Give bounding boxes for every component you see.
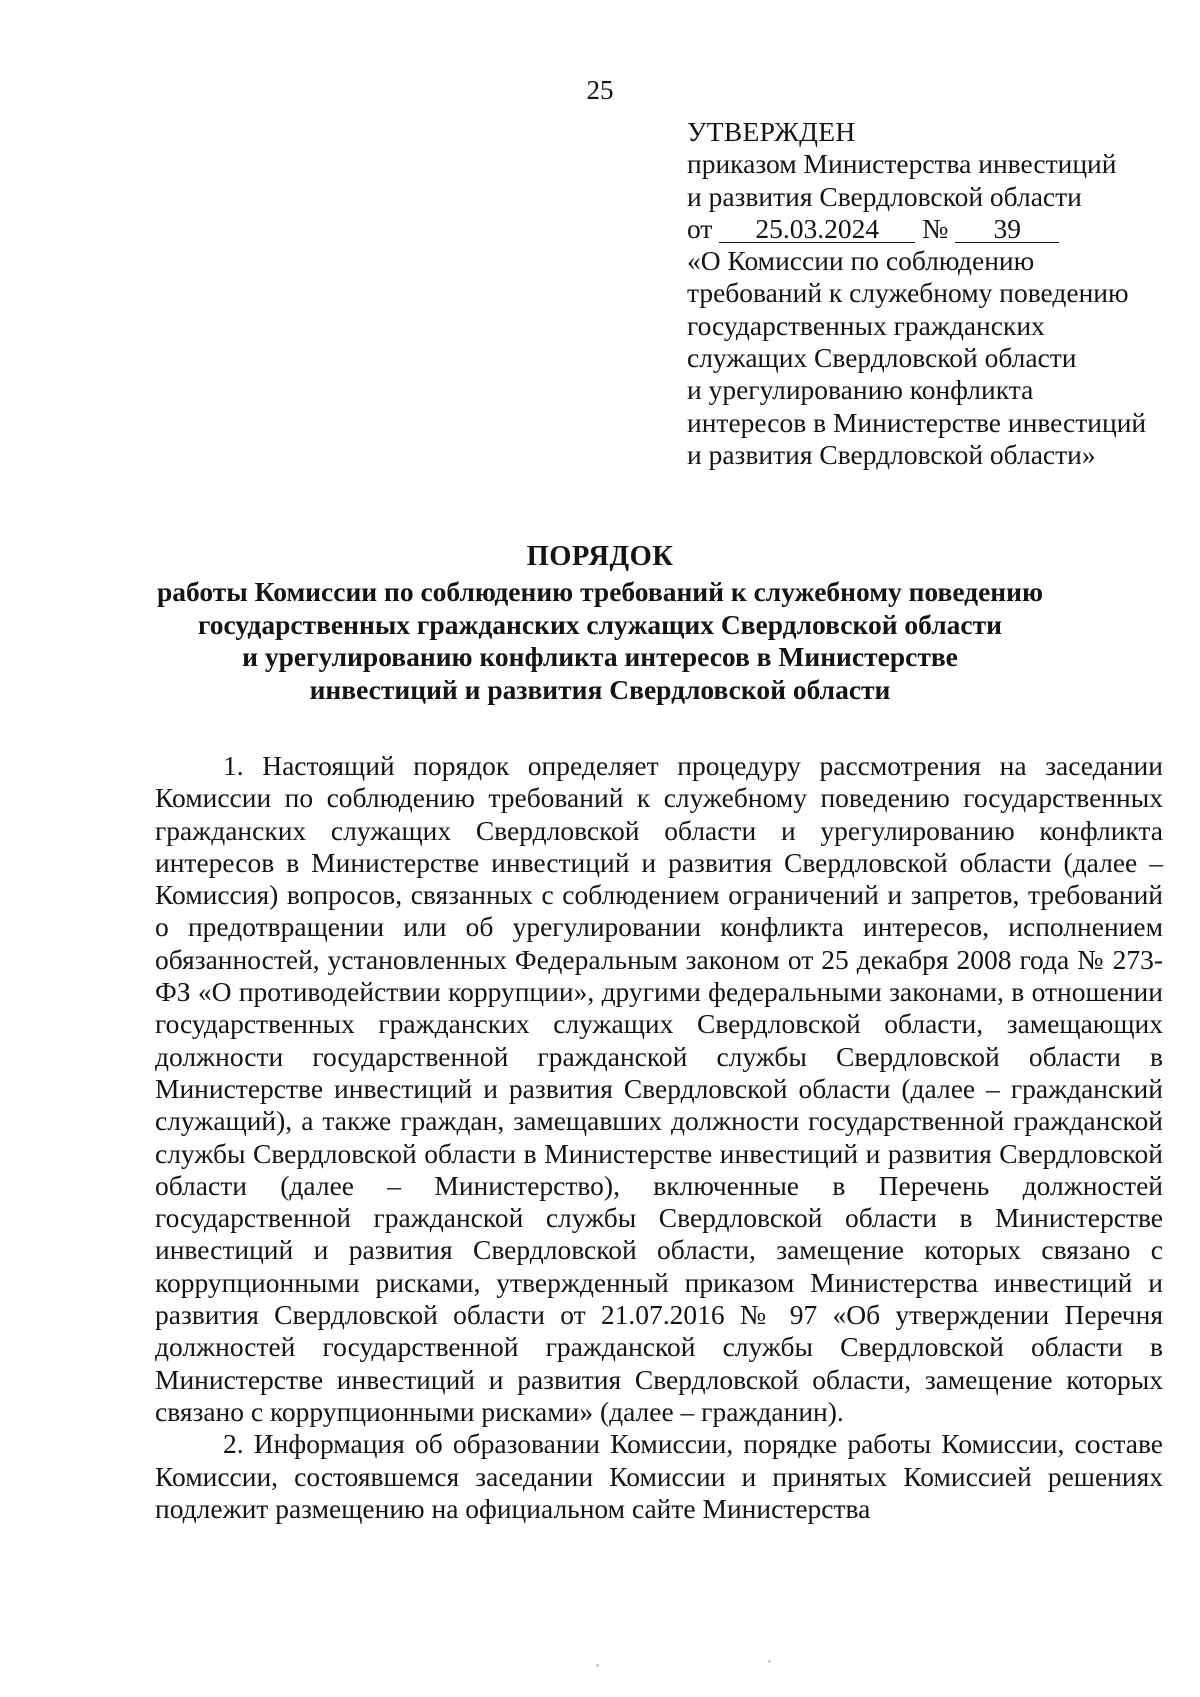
order-title-line: «О Комиссии по соблюдению — [687, 245, 1035, 277]
approval-line-2: и развития Свердловской области — [687, 180, 1082, 212]
order-reference — [687, 213, 1167, 245]
order-title-line: служащих Свердловской области — [687, 342, 1077, 374]
page-number: 25 — [586, 75, 614, 105]
approval-stamp: УТВЕРЖДЕН — [687, 116, 856, 147]
subtitle-line: государственных гражданских служащих Свердловской области — [198, 608, 1002, 640]
document-subtitle — [0, 576, 1200, 706]
approval-block — [687, 116, 1167, 471]
paragraph-2: 2. Информация об образовании Комиссии, порядке работы Комиссии, составе Комиссии, состоявшемся заседании Комиссии и принятых Комиссией решениях подлежит размещению на официальном сайте Министерства — [155, 1428, 1163, 1524]
order-title-line: требований к служебному поведению — [687, 277, 1129, 309]
order-number: 39 — [955, 216, 1059, 243]
order-title-line: и урегулированию конфликта — [687, 374, 1034, 406]
subtitle-line: и урегулированию конфликта интересов в Министерстве — [242, 641, 958, 673]
order-title-line: и развития Свердловской области» — [687, 438, 1096, 470]
order-title-line: интересов в Министерстве инвестиций — [687, 406, 1147, 438]
order-title-line: государственных гражданских — [687, 309, 1045, 341]
order-from-label: от — [687, 212, 713, 244]
document-title: ПОРЯДОК — [526, 541, 674, 572]
document-body — [155, 750, 1163, 1525]
subtitle-line: инвестиций и развития Свердловской области — [309, 673, 891, 705]
order-number-sign: № — [922, 212, 949, 244]
scan-artifact — [768, 1660, 771, 1663]
paragraph-1: 1. Настоящий порядок определяет процедуру рассмотрения на заседании Комиссии по соблюдению требований к служебному поведению государственных гражданских служащих Свердловской области и урегулированию конфликта интересов в Министерстве инвестиций и развития Свердловской области (далее – Комиссия) вопросов, связанных с соблюдением ограничений и запретов, требований о предотвращении или об урегулировании конфликта интересов, исполнением обязанностей, установленных Федеральным законом от 25 декабря 2008 года № 273-ФЗ «О противодействии коррупции», другими федеральными законами, в отношении государственных гражданских служащих Свердловской области, замещающих должности государственной гражданской службы Свердловской области в Министерстве инвестиций и развития Свердловской области (далее – гражданский служащий), а также граждан, замещавших должности государственной гражданской службы Свердловской области в Министерстве инвестиций и развития Свердловской области (далее – Министерство), включенные в Перечень должностей государственной гражданской службы Свердловской области в Министерстве инвестиций и развития Свердловской области, замещение которых связано с коррупционными рисками, утвержденный приказом Министерства инвестиций и развития Свердловской области от 21.07.2016 № 97 «Об утверждении Перечня должностей государственной гражданской службы Свердловской области в Министерстве инвестиций и развития Свердловской области, замещение которых связано с коррупционными рисками» (далее – гражданин). — [155, 750, 1163, 1427]
order-date: 25.03.2024 — [719, 216, 915, 243]
subtitle-line: работы Комиссии по соблюдению требований к служебному поведению — [156, 576, 1043, 607]
approval-line-1: приказом Министерства инвестиций — [687, 148, 1117, 180]
scan-artifact — [596, 1664, 599, 1667]
